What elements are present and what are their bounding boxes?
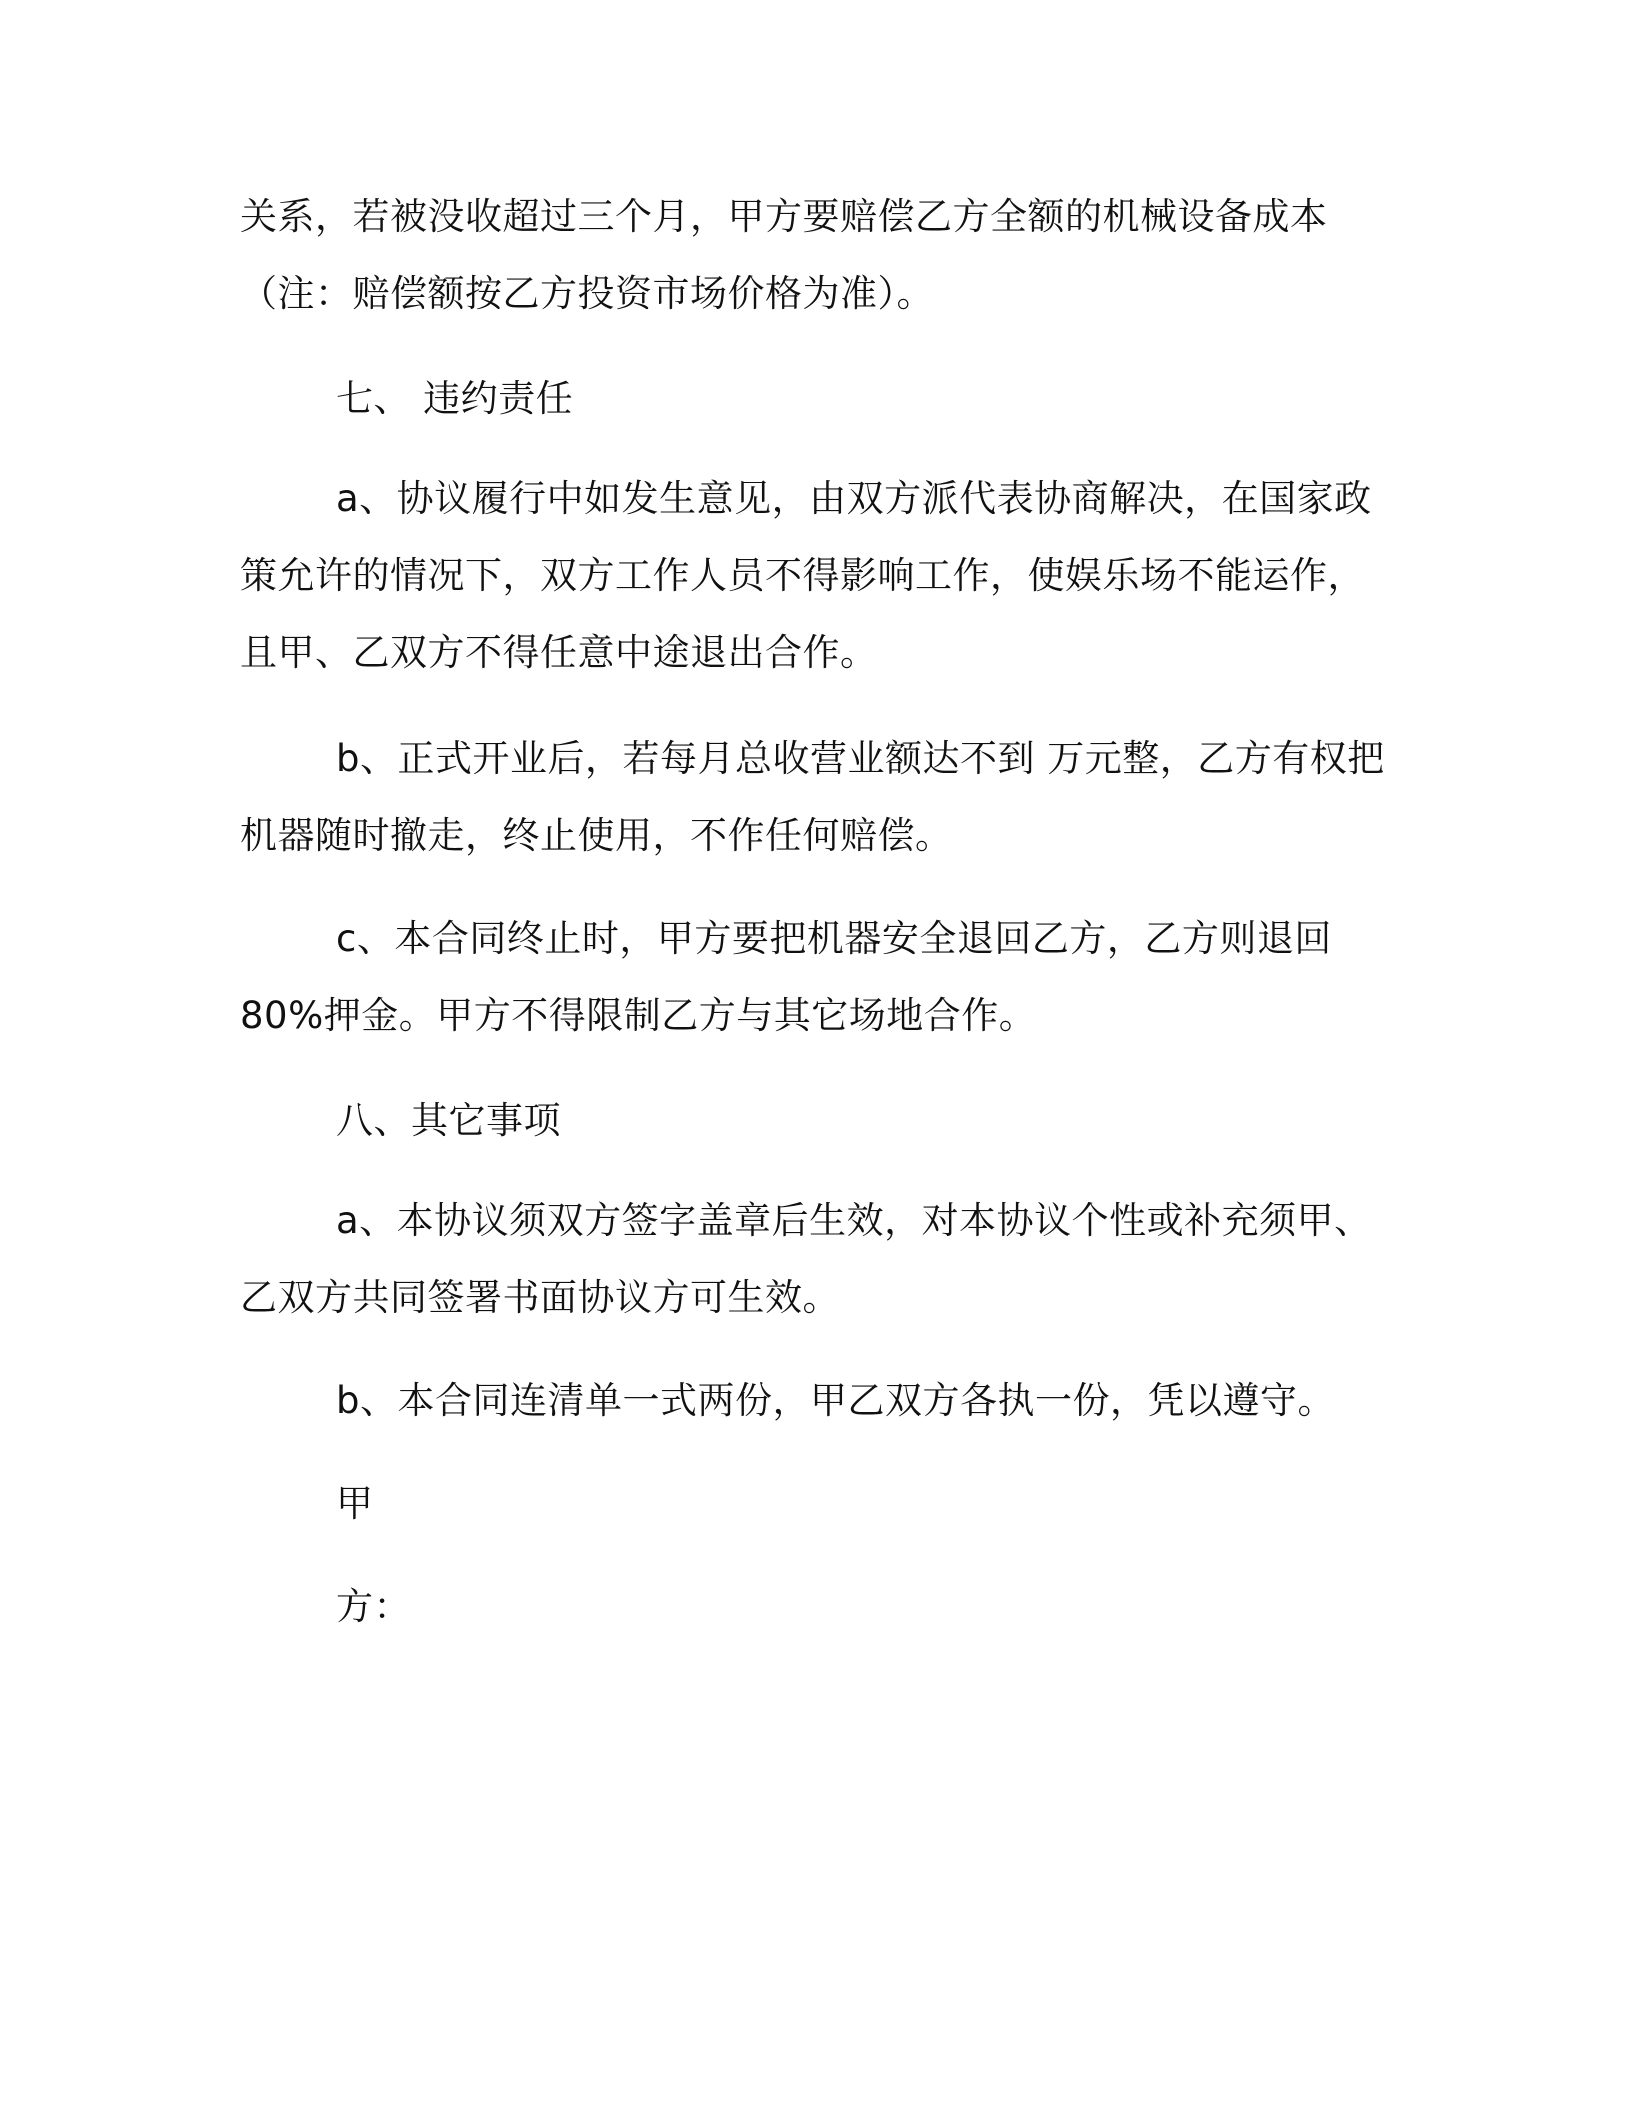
text-line: a、本协议须双方签字盖章后生效，对本协议个性或补充须甲、 — [336, 1199, 1372, 1242]
text-line: b、正式开业后，若每月总收营业额达不到 万元整，乙方有权把 — [336, 737, 1385, 780]
text-line: 80%押金。甲方不得限制乙方与其它场地合作。 — [240, 994, 1037, 1037]
text-line: b、本合同连清单一式两份，甲乙双方各执一份，凭以遵守。 — [336, 1379, 1335, 1422]
text-line: 关系，若被没收超过三个月，甲方要赔偿乙方全额的机械设备成本 — [240, 195, 1328, 238]
text-line: 策允许的情况下，双方工作人员不得影响工作，使娱乐场不能运作， — [240, 554, 1365, 597]
section-7-item-a — [240, 460, 1390, 691]
section-7-item-b — [240, 720, 1390, 874]
text-line: c、本合同终止时，甲方要把机器安全退回乙方，乙方则退回 — [336, 917, 1332, 960]
signature-party-a-char1: 甲 — [336, 1482, 374, 1525]
section-8-item-a — [240, 1182, 1390, 1336]
text-line: 乙双方共同签署书面协议方可生效。 — [240, 1276, 840, 1319]
text-line: a、协议履行中如发生意见，由双方派代表协商解决，在国家政 — [336, 477, 1372, 520]
section-7-heading: 七、 违约责任 — [336, 377, 574, 420]
text-line: 机器随时撤走，终止使用，不作任何赔偿。 — [240, 814, 953, 857]
continuation-paragraph — [240, 178, 1390, 332]
text-line: （注：赔偿额按乙方投资市场价格为准）。 — [240, 272, 934, 315]
section-7-item-c — [240, 900, 1390, 1054]
signature-party-a-char2: 方： — [336, 1585, 411, 1628]
text-line: 且甲、乙双方不得任意中途退出合作。 — [240, 631, 878, 674]
section-8-heading: 八、其它事项 — [336, 1099, 561, 1142]
section-8-item-b — [240, 1362, 1390, 1439]
